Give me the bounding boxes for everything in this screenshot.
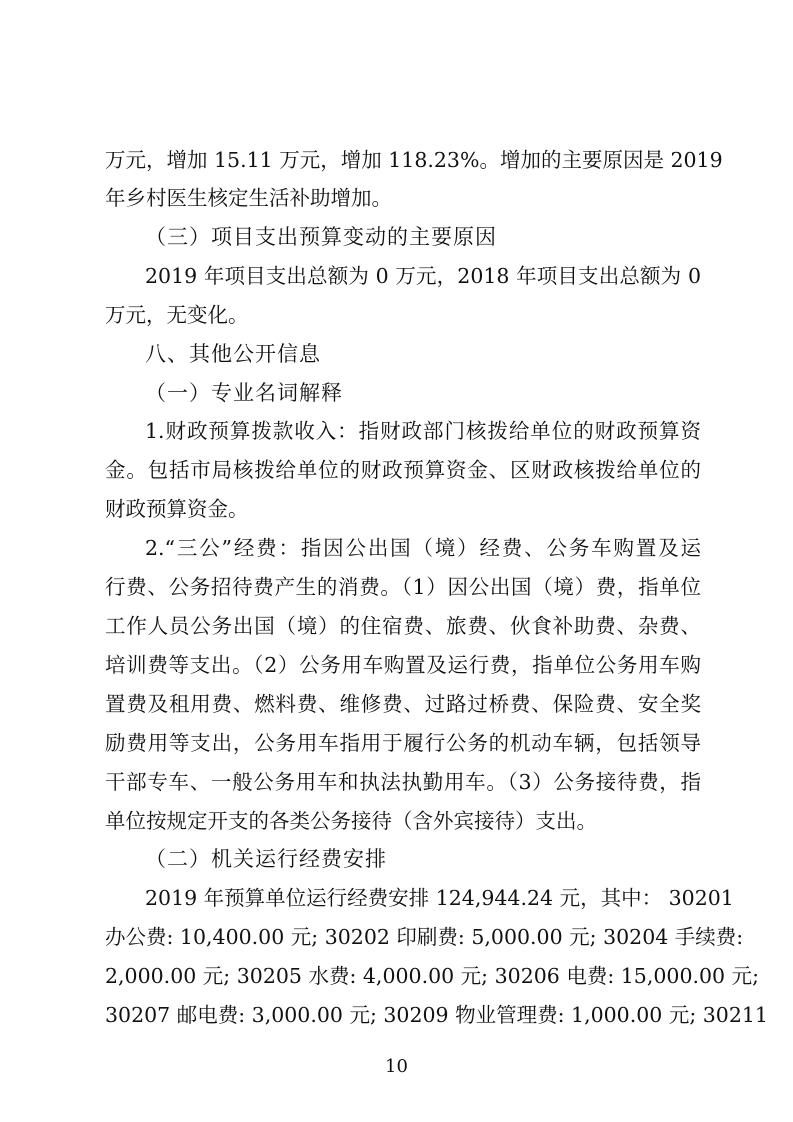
section-heading: 八、其他公开信息 <box>145 342 321 366</box>
body-text-line: 置费及租用费、燃料费、维修费、过路过桥费、保险费、安全奖 <box>105 692 701 716</box>
body-text-line: 1.财政预算拨款收入：指财政部门核拨给单位的财政预算资 <box>145 419 701 443</box>
page-number: 10 <box>385 1056 408 1077</box>
section-heading: （一）专业名词解释 <box>145 381 343 405</box>
body-text-line: 培训费等支出。（2）公务用车购置及运行费，指单位公务用车购 <box>105 653 701 677</box>
body-text-line: 2,000.00 元; 30205 水费: 4,000.00 元; 30206 电费: 15,000.00 元; <box>105 964 760 988</box>
section-heading: （二）机关运行经费安排 <box>145 847 387 871</box>
body-text-line: 工作人员公务出国（境）的住宿费、旅费、伙食补助费、杂费、 <box>105 614 701 638</box>
body-text-line: 万元，无变化。 <box>105 303 249 327</box>
body-text-line: 励费用等支出，公务用车指用于履行公务的机动车辆，包括领导 <box>105 731 701 755</box>
section-heading: （三）项目支出预算变动的主要原因 <box>145 225 497 249</box>
body-text-line: 行费、公务招待费产生的消费。（1）因公出国（境）费，指单位 <box>105 575 701 599</box>
body-text-line: 万元，增加 15.11 万元，增加 118.23%。增加的主要原因是 2019 <box>105 148 723 172</box>
body-text-line: 金。包括市局核拨给单位的财政预算资金、区财政核拨给单位的 <box>105 458 701 482</box>
body-text-line: 干部专车、一般公务用车和执法执勤用车。（3）公务接待费，指 <box>105 770 701 794</box>
body-text-line: 2019 年预算单位运行经费安排 124,944.24 元，其中： 30201 <box>145 886 734 910</box>
body-text-line: 2.“三公”经费：指因公出国（境）经费、公务车购置及运 <box>145 536 701 560</box>
body-text-line: 30207 邮电费: 3,000.00 元; 30209 物业管理费: 1,000.00 元; 30211 <box>105 1003 768 1027</box>
body-text-line: 财政预算资金。 <box>105 497 249 521</box>
body-text-line: 2019 年项目支出总额为 0 万元，2018 年项目支出总额为 0 <box>145 264 701 288</box>
body-text-line: 年乡村医生核定生活补助增加。 <box>105 186 392 210</box>
body-text-line: 单位按规定开支的各类公务接待（含外宾接待）支出。 <box>105 809 597 833</box>
body-text-line: 办公费: 10,400.00 元; 30202 印刷费: 5,000.00 元; 30204 手续费: <box>105 925 744 949</box>
